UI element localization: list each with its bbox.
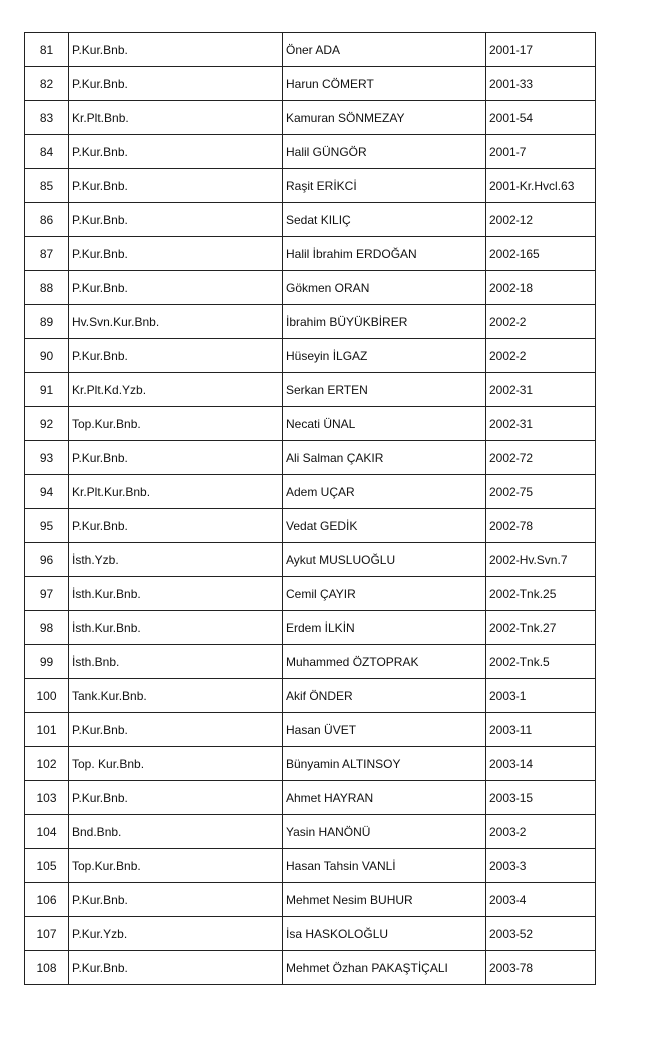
person-name-cell: Sedat KILIÇ xyxy=(283,203,486,237)
person-name-cell: Vedat GEDİK xyxy=(283,509,486,543)
table-row xyxy=(25,645,596,679)
row-number-cell: 108 xyxy=(25,951,69,985)
person-name-cell: Serkan ERTEN xyxy=(283,373,486,407)
registry-code-cell: 2003-11 xyxy=(486,713,596,747)
rank-cell: Top.Kur.Bnb. xyxy=(69,849,283,883)
person-name-cell: Raşit ERİKCİ xyxy=(283,169,486,203)
person-name-cell: Mehmet Özhan PAKAŞTİÇALI xyxy=(283,951,486,985)
rank-cell: P.Kur.Bnb. xyxy=(69,781,283,815)
table-row xyxy=(25,747,596,781)
registry-code-cell: 2001-54 xyxy=(486,101,596,135)
rank-cell: P.Kur.Bnb. xyxy=(69,951,283,985)
table-row xyxy=(25,441,596,475)
registry-code-cell: 2002-Hv.Svn.7 xyxy=(486,543,596,577)
table-row xyxy=(25,713,596,747)
row-number-cell: 106 xyxy=(25,883,69,917)
rank-cell: P.Kur.Yzb. xyxy=(69,917,283,951)
registry-code-cell: 2003-78 xyxy=(486,951,596,985)
person-name-cell: Ali Salman ÇAKIR xyxy=(283,441,486,475)
registry-code-cell: 2003-52 xyxy=(486,917,596,951)
registry-code-cell: 2003-4 xyxy=(486,883,596,917)
table-row xyxy=(25,611,596,645)
table-row xyxy=(25,135,596,169)
row-number-cell: 95 xyxy=(25,509,69,543)
person-name-cell: Halil GÜNGÖR xyxy=(283,135,486,169)
personnel-table-body xyxy=(25,33,596,985)
table-row xyxy=(25,203,596,237)
registry-code-cell: 2002-18 xyxy=(486,271,596,305)
row-number-cell: 83 xyxy=(25,101,69,135)
row-number-cell: 101 xyxy=(25,713,69,747)
row-number-cell: 94 xyxy=(25,475,69,509)
registry-code-cell: 2002-31 xyxy=(486,407,596,441)
rank-cell: Kr.Plt.Kur.Bnb. xyxy=(69,475,283,509)
person-name-cell: Kamuran SÖNMEZAY xyxy=(283,101,486,135)
table-row xyxy=(25,101,596,135)
person-name-cell: Necati ÜNAL xyxy=(283,407,486,441)
rank-cell: İsth.Yzb. xyxy=(69,543,283,577)
personnel-table xyxy=(24,32,596,985)
row-number-cell: 96 xyxy=(25,543,69,577)
row-number-cell: 87 xyxy=(25,237,69,271)
person-name-cell: Yasin HANÖNÜ xyxy=(283,815,486,849)
rank-cell: Kr.Plt.Bnb. xyxy=(69,101,283,135)
rank-cell: Hv.Svn.Kur.Bnb. xyxy=(69,305,283,339)
person-name-cell: Aykut MUSLUOĞLU xyxy=(283,543,486,577)
person-name-cell: Gökmen ORAN xyxy=(283,271,486,305)
person-name-cell: İsa HASKOLOĞLU xyxy=(283,917,486,951)
row-number-cell: 82 xyxy=(25,67,69,101)
table-row xyxy=(25,271,596,305)
registry-code-cell: 2002-165 xyxy=(486,237,596,271)
table-row xyxy=(25,373,596,407)
person-name-cell: Öner ADA xyxy=(283,33,486,67)
rank-cell: Tank.Kur.Bnb. xyxy=(69,679,283,713)
rank-cell: P.Kur.Bnb. xyxy=(69,203,283,237)
table-row xyxy=(25,951,596,985)
table-row xyxy=(25,169,596,203)
row-number-cell: 92 xyxy=(25,407,69,441)
table-row xyxy=(25,475,596,509)
registry-code-cell: 2002-12 xyxy=(486,203,596,237)
table-row xyxy=(25,543,596,577)
rank-cell: P.Kur.Bnb. xyxy=(69,271,283,305)
rank-cell: Bnd.Bnb. xyxy=(69,815,283,849)
table-row xyxy=(25,237,596,271)
row-number-cell: 104 xyxy=(25,815,69,849)
row-number-cell: 88 xyxy=(25,271,69,305)
registry-code-cell: 2003-14 xyxy=(486,747,596,781)
registry-code-cell: 2001-33 xyxy=(486,67,596,101)
registry-code-cell: 2001-Kr.Hvcl.63 xyxy=(486,169,596,203)
person-name-cell: Adem UÇAR xyxy=(283,475,486,509)
row-number-cell: 90 xyxy=(25,339,69,373)
rank-cell: P.Kur.Bnb. xyxy=(69,509,283,543)
table-row xyxy=(25,781,596,815)
registry-code-cell: 2002-Tnk.25 xyxy=(486,577,596,611)
table-row xyxy=(25,815,596,849)
rank-cell: Top. Kur.Bnb. xyxy=(69,747,283,781)
row-number-cell: 99 xyxy=(25,645,69,679)
row-number-cell: 84 xyxy=(25,135,69,169)
person-name-cell: Hasan ÜVET xyxy=(283,713,486,747)
registry-code-cell: 2002-72 xyxy=(486,441,596,475)
row-number-cell: 105 xyxy=(25,849,69,883)
registry-code-cell: 2003-3 xyxy=(486,849,596,883)
person-name-cell: Ahmet HAYRAN xyxy=(283,781,486,815)
registry-code-cell: 2002-2 xyxy=(486,305,596,339)
row-number-cell: 102 xyxy=(25,747,69,781)
table-row xyxy=(25,67,596,101)
registry-code-cell: 2003-2 xyxy=(486,815,596,849)
rank-cell: P.Kur.Bnb. xyxy=(69,883,283,917)
person-name-cell: İbrahim BÜYÜKBİRER xyxy=(283,305,486,339)
row-number-cell: 85 xyxy=(25,169,69,203)
rank-cell: Top.Kur.Bnb. xyxy=(69,407,283,441)
registry-code-cell: 2002-Tnk.5 xyxy=(486,645,596,679)
row-number-cell: 93 xyxy=(25,441,69,475)
person-name-cell: Hüseyin İLGAZ xyxy=(283,339,486,373)
table-row xyxy=(25,679,596,713)
person-name-cell: Hasan Tahsin VANLİ xyxy=(283,849,486,883)
table-row xyxy=(25,509,596,543)
person-name-cell: Harun CÖMERT xyxy=(283,67,486,101)
person-name-cell: Mehmet Nesim BUHUR xyxy=(283,883,486,917)
registry-code-cell: 2001-7 xyxy=(486,135,596,169)
rank-cell: P.Kur.Bnb. xyxy=(69,33,283,67)
row-number-cell: 100 xyxy=(25,679,69,713)
registry-code-cell: 2002-Tnk.27 xyxy=(486,611,596,645)
table-row xyxy=(25,883,596,917)
rank-cell: P.Kur.Bnb. xyxy=(69,67,283,101)
person-name-cell: Halil İbrahim ERDOĞAN xyxy=(283,237,486,271)
table-row xyxy=(25,305,596,339)
row-number-cell: 97 xyxy=(25,577,69,611)
registry-code-cell: 2002-31 xyxy=(486,373,596,407)
row-number-cell: 89 xyxy=(25,305,69,339)
person-name-cell: Muhammed ÖZTOPRAK xyxy=(283,645,486,679)
registry-code-cell: 2003-1 xyxy=(486,679,596,713)
row-number-cell: 103 xyxy=(25,781,69,815)
registry-code-cell: 2002-2 xyxy=(486,339,596,373)
row-number-cell: 98 xyxy=(25,611,69,645)
person-name-cell: Bünyamin ALTINSOY xyxy=(283,747,486,781)
rank-cell: İsth.Kur.Bnb. xyxy=(69,611,283,645)
table-row xyxy=(25,917,596,951)
table-row xyxy=(25,407,596,441)
table-row xyxy=(25,339,596,373)
registry-code-cell: 2002-75 xyxy=(486,475,596,509)
table-row xyxy=(25,849,596,883)
rank-cell: İsth.Kur.Bnb. xyxy=(69,577,283,611)
row-number-cell: 107 xyxy=(25,917,69,951)
person-name-cell: Akif ÖNDER xyxy=(283,679,486,713)
rank-cell: P.Kur.Bnb. xyxy=(69,713,283,747)
rank-cell: Kr.Plt.Kd.Yzb. xyxy=(69,373,283,407)
person-name-cell: Cemil ÇAYIR xyxy=(283,577,486,611)
row-number-cell: 91 xyxy=(25,373,69,407)
rank-cell: P.Kur.Bnb. xyxy=(69,237,283,271)
registry-code-cell: 2001-17 xyxy=(486,33,596,67)
rank-cell: P.Kur.Bnb. xyxy=(69,135,283,169)
registry-code-cell: 2002-78 xyxy=(486,509,596,543)
rank-cell: İsth.Bnb. xyxy=(69,645,283,679)
table-row xyxy=(25,577,596,611)
row-number-cell: 81 xyxy=(25,33,69,67)
registry-code-cell: 2003-15 xyxy=(486,781,596,815)
rank-cell: P.Kur.Bnb. xyxy=(69,339,283,373)
row-number-cell: 86 xyxy=(25,203,69,237)
table-row xyxy=(25,33,596,67)
rank-cell: P.Kur.Bnb. xyxy=(69,169,283,203)
personnel-list-page xyxy=(24,32,596,985)
rank-cell: P.Kur.Bnb. xyxy=(69,441,283,475)
person-name-cell: Erdem İLKİN xyxy=(283,611,486,645)
